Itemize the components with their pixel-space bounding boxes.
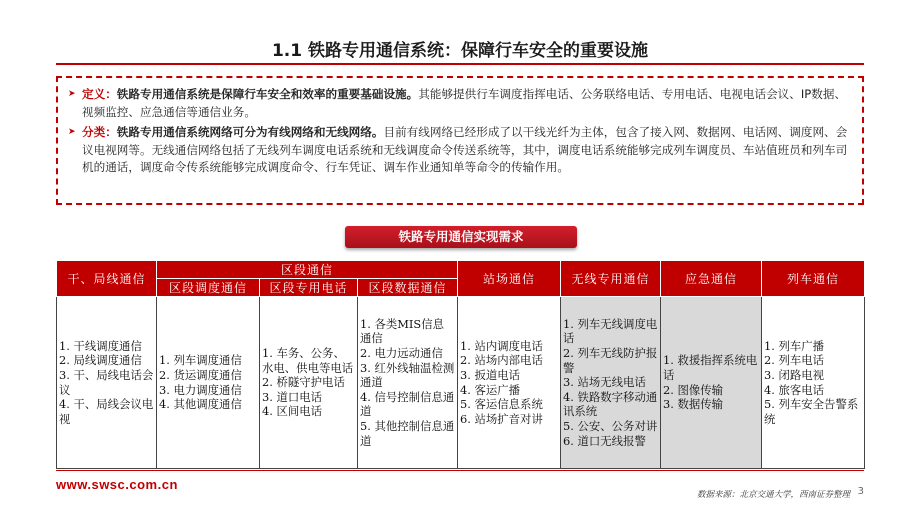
page-number: 3 bbox=[857, 486, 864, 497]
requirements-banner: 铁路专用通信实现需求 bbox=[345, 226, 577, 248]
list-item: 5. 客运信息系统 bbox=[460, 397, 543, 412]
cell-train bbox=[762, 297, 865, 469]
list-item: 4. 信号控制信息通道 bbox=[360, 389, 455, 419]
classification-label: 分类： bbox=[82, 125, 117, 139]
header-section-dispatch: 区段调度通信 bbox=[157, 279, 260, 297]
cell-wireless bbox=[561, 297, 661, 469]
cell-station bbox=[458, 297, 561, 469]
list-item: 2. 电力远动通信 bbox=[360, 346, 443, 361]
list-item: 4. 铁路数字移动通讯系统 bbox=[563, 389, 658, 419]
cell-section-data bbox=[358, 297, 458, 469]
list-item: 4. 干、局线会议电视 bbox=[59, 397, 154, 426]
definition-label: 定义： bbox=[82, 87, 117, 101]
definition-box bbox=[56, 76, 864, 205]
list-item: 3. 干、局线电话会议 bbox=[59, 367, 154, 397]
arrow-bullet-icon: ➤ bbox=[68, 127, 76, 137]
list-item: 2. 图像传输 bbox=[663, 382, 724, 397]
list-item: 2. 桥隧守护电话 bbox=[262, 375, 345, 390]
list-item: 5. 公安、公务对讲 bbox=[563, 418, 658, 433]
requirements-table bbox=[56, 260, 865, 469]
classification-paragraph bbox=[68, 124, 852, 177]
header-emergency: 应急通信 bbox=[661, 261, 762, 297]
list-item: 2. 站场内部电话 bbox=[460, 353, 543, 368]
list-item: 1. 各类MIS信息通信 bbox=[360, 316, 445, 346]
list-item: 1. 救援指挥系统电话 bbox=[663, 353, 758, 382]
list-item: 4. 客运广播 bbox=[460, 382, 521, 397]
list-item: 5. 其他控制信息通道 bbox=[360, 418, 455, 448]
classification-lead: 铁路专用通信系统网络可分为有线网络和无线网络。 bbox=[116, 125, 384, 139]
arrow-bullet-icon: ➤ bbox=[68, 89, 76, 99]
list-item: 1. 站内调度电话 bbox=[460, 338, 543, 353]
footer-source: 数据来源：北京交通大学，西南证券整理 bbox=[696, 490, 850, 500]
cell-section-dispatch bbox=[157, 297, 260, 469]
header-station: 站场通信 bbox=[458, 261, 561, 297]
list-item: 1. 列车调度通信 bbox=[159, 353, 242, 368]
list-item: 3. 电力调度通信 bbox=[159, 382, 242, 397]
list-item: 3. 闭路电视 bbox=[764, 367, 825, 382]
classification-text: 目前有线网络已经形成了以干线光纤为主体，包含了接入网、数据网、电话网、调度网、会议电视网等。无线通信网络包括了无线列车调度电话系统和无线调度命令传送系统等，其中，调度电话系统能够完成列车调度员、车站值班员和列车司机的通话，调度命令传系统能够完成调度命令、行车凭证、调车作业通知单等命令的传输作用。 bbox=[82, 125, 848, 174]
list-item: 5. 列车安全告警系统 bbox=[764, 397, 859, 426]
list-item: 4. 其他调度通信 bbox=[159, 397, 242, 412]
header-section-private: 区段专用电话 bbox=[260, 279, 358, 297]
definition-lead: 铁路专用通信系统是保障行车安全和效率的重要基础设施。 bbox=[116, 87, 419, 101]
list-item: 3. 扳道电话 bbox=[460, 367, 521, 382]
list-item: 3. 数据传输 bbox=[663, 397, 724, 412]
header-trunk: 干、局线通信 bbox=[57, 261, 157, 297]
header-section-data: 区段数据通信 bbox=[358, 279, 458, 297]
list-item: 1. 列车广播 bbox=[764, 338, 825, 353]
list-item: 4. 旅客电话 bbox=[764, 382, 825, 397]
list-item: 1. 干线调度通信 bbox=[59, 338, 142, 353]
header-wireless: 无线专用通信 bbox=[561, 261, 661, 297]
list-item: 6. 道口无线报警 bbox=[563, 433, 646, 448]
list-item: 2. 局线调度通信 bbox=[59, 353, 142, 368]
title-divider bbox=[56, 63, 864, 65]
list-item: 6. 站场扩音对讲 bbox=[460, 411, 543, 426]
footer-divider bbox=[56, 470, 864, 471]
list-item: 1. 列车无线调度电话 bbox=[563, 316, 658, 346]
list-item: 3. 红外线轴温检测通道 bbox=[360, 360, 455, 390]
list-item: 3. 道口电话 bbox=[262, 389, 323, 404]
page-title: 1.1 铁路专用通信系统：保障行车安全的重要设施 bbox=[271, 41, 649, 61]
definition-paragraph bbox=[68, 86, 852, 121]
list-item: 2. 列车电话 bbox=[764, 353, 825, 368]
header-section: 区段通信 bbox=[157, 261, 458, 279]
table-row bbox=[57, 297, 865, 469]
list-item: 1. 车务、公务、水电、供电等电话 bbox=[262, 346, 354, 375]
footer-website: www.swsc.com.cn bbox=[56, 477, 178, 492]
cell-emergency bbox=[661, 297, 762, 469]
cell-section-private bbox=[260, 297, 358, 469]
header-train: 列车通信 bbox=[762, 261, 865, 297]
cell-trunk bbox=[57, 297, 157, 469]
definition-text: 其能够提供行车调度指挥电话、公务联络电话、专用电话、电视电话会议、IP数据、视频监控、应急通信等通信业务。 bbox=[82, 87, 847, 119]
list-item: 4. 区间电话 bbox=[262, 404, 323, 419]
list-item: 2. 货运调度通信 bbox=[159, 367, 242, 382]
list-item: 3. 站场无线电话 bbox=[563, 375, 646, 390]
list-item: 2. 列车无线防护报警 bbox=[563, 346, 658, 375]
